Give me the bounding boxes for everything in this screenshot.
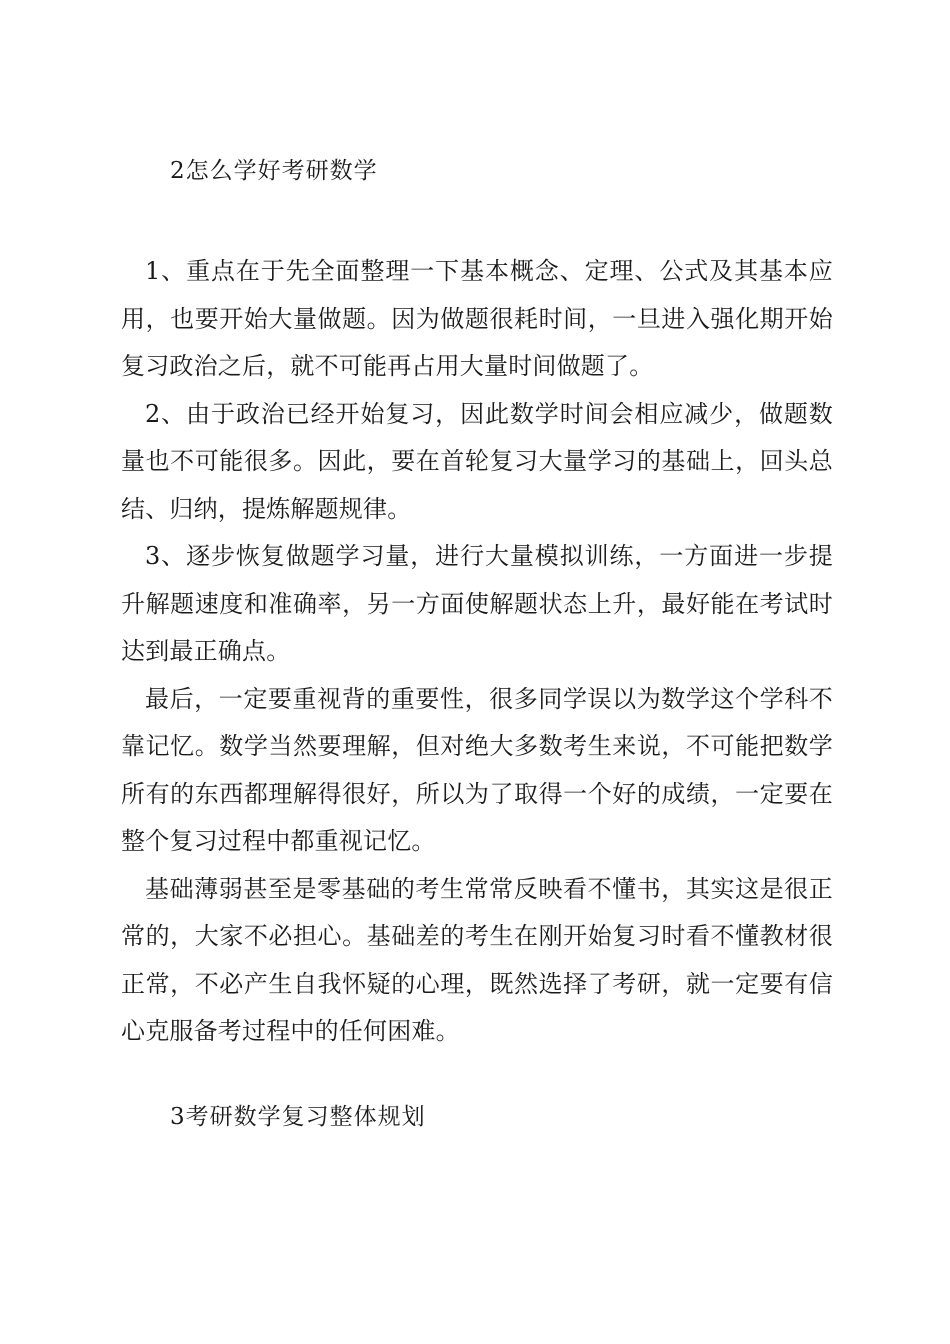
section-heading-2: 2怎么学好考研数学 xyxy=(170,158,378,184)
section-heading-3: 3考研数学复习整体规划 xyxy=(170,1104,426,1130)
paragraph-5: 基础薄弱甚至是零基础的考生常常反映看不懂书，其实这是很正常的，大家不必担心。基础差的考生在刚开始复习时看不懂教材很正常，不必产生自我怀疑的心理，既然选择了考研，就一定要有信心克服备考过程中的任何困难。 xyxy=(121,874,833,1045)
paragraph-4: 最后，一定要重视背的重要性，很多同学误以为数学这个学科不靠记忆。数学当然要理解，但对绝大多数考生来说，不可能把数学所有的东西都理解得很好，所以为了取得一个好的成绩，一定要在整个复习过程中都重视记忆。 xyxy=(121,684,833,855)
paragraph-3: 3、逐步恢复做题学习量，进行大量模拟训练，一方面进一步提升解题速度和准确率，另一方面使解题状态上升，最好能在考试时达到最正确点。 xyxy=(121,542,833,665)
paragraph-1: 1、重点在于先全面整理一下基本概念、定理、公式及其基本应用，也要开始大量做题。因为做题很耗时间，一旦进入强化期开始复习政治之后，就不可能再占用大量时间做题了。 xyxy=(121,257,833,380)
body-text xyxy=(121,248,833,1056)
paragraph-2: 2、由于政治已经开始复习，因此数学时间会相应减少，做题数量也不可能很多。因此，要在首轮复习大量学习的基础上，回头总结、归纳，提炼解题规律。 xyxy=(121,399,833,523)
